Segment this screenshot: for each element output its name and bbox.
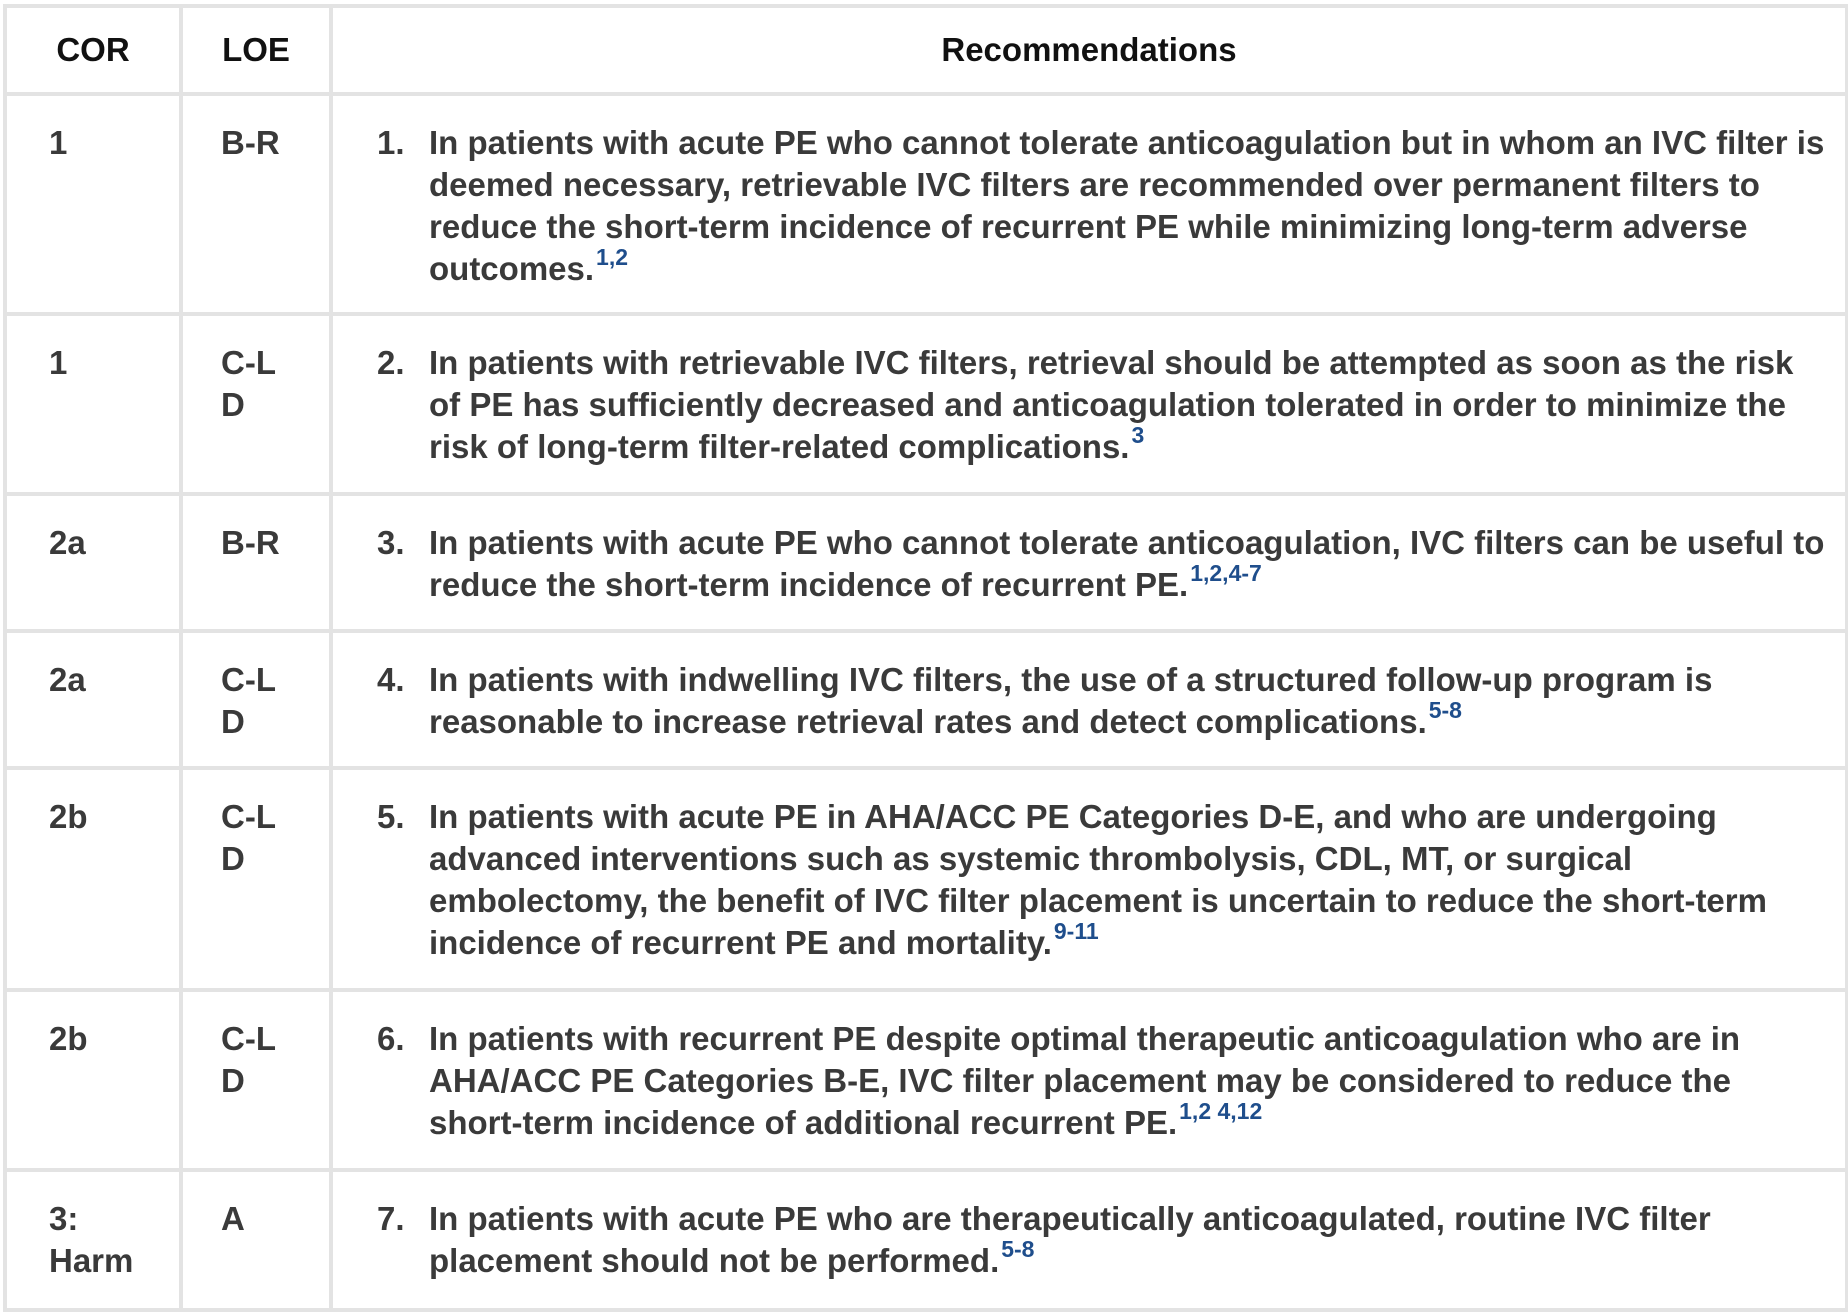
reference-link[interactable]: 5-8 [1001, 1236, 1035, 1263]
recommendation-text: In patients with retrievable IVC filters, retrieval should be attempted as soon as the risk of PE has sufficiently decreased and anticoagulation tolerated in order to minimize the risk of long-term filter-related complications. [429, 344, 1794, 465]
recommendations-table [3, 4, 1848, 1312]
recommendation-text: In patients with indwelling IVC filters, the use of a structured follow-up program is reasonable to increase retrieval rates and detect complications. [429, 661, 1713, 740]
recommendation-text: In patients with acute PE who are therapeutically anticoagulated, routine IVC filter placement should not be performed. [429, 1200, 1711, 1279]
header-recommendations: Recommendations [331, 6, 1847, 94]
recommendation-cell [331, 94, 1847, 314]
loe-cell: C-LD [181, 990, 331, 1170]
recommendation-number: 2. [377, 344, 405, 381]
reference-link[interactable]: 5-8 [1428, 697, 1462, 724]
recommendation-number: 6. [377, 1020, 405, 1057]
table-row [5, 768, 1847, 990]
loe-cell: C-LD [181, 631, 331, 768]
recommendation-cell [331, 1170, 1847, 1310]
recommendation-number: 7. [377, 1200, 405, 1237]
loe-cell: C-LD [181, 314, 331, 494]
recommendation-text: In patients with recurrent PE despite optimal therapeutic anticoagulation who are in AHA/ACC PE Categories B-E, IVC filter placement may be considered to reduce the short-term incidence of additional recurrent PE. [429, 1020, 1741, 1141]
reference-link[interactable]: 3 [1131, 422, 1145, 449]
recommendation-text: In patients with acute PE who cannot tolerate anticoagulation but in whom an IVC filter is deemed necessary, retrievable IVC filters are recommended over permanent filters to reduce the short-term incidence of recurrent PE while minimizing long-term adverse outcomes. [429, 124, 1825, 287]
recommendation-cell [331, 768, 1847, 990]
table-row [5, 631, 1847, 768]
recommendation-number: 3. [377, 524, 405, 561]
reference-link[interactable]: 1,2 4,12 [1179, 1098, 1263, 1125]
loe-cell: A [181, 1170, 331, 1310]
recommendation-cell [331, 990, 1847, 1170]
recommendation-cell [331, 314, 1847, 494]
cor-cell: 2a [5, 494, 181, 631]
reference-link[interactable]: 1,2,4-7 [1190, 560, 1262, 587]
table-row [5, 1170, 1847, 1310]
loe-cell: B-R [181, 494, 331, 631]
cor-cell: 2b [5, 768, 181, 990]
loe-cell: C-LD [181, 768, 331, 990]
table-row [5, 494, 1847, 631]
recommendation-text: In patients with acute PE who cannot tolerate anticoagulation, IVC filters can be useful to reduce the short-term incidence of recurrent PE. [429, 524, 1825, 603]
recommendation-cell [331, 631, 1847, 768]
cor-cell: 2a [5, 631, 181, 768]
header-loe: LOE [181, 6, 331, 94]
table-header-row [5, 6, 1847, 94]
recommendation-number: 4. [377, 661, 405, 698]
recommendation-text: In patients with acute PE in AHA/ACC PE Categories D-E, and who are undergoing advanced interventions such as systemic thrombolysis, CDL, MT, or surgical embolectomy, the benefit of IVC filter placement is uncertain to reduce the short-term incidence of recurrent PE and mortality. [429, 798, 1767, 961]
cor-cell: 2b [5, 990, 181, 1170]
table-row [5, 314, 1847, 494]
table-row [5, 94, 1847, 314]
recommendation-number: 5. [377, 798, 405, 835]
recommendation-number: 1. [377, 124, 405, 161]
cor-cell: 1 [5, 314, 181, 494]
cor-cell: 1 [5, 94, 181, 314]
header-cor: COR [5, 6, 181, 94]
table-row [5, 990, 1847, 1170]
loe-cell: B-R [181, 94, 331, 314]
reference-link[interactable]: 9-11 [1053, 918, 1099, 945]
cor-cell: 3: Harm [5, 1170, 181, 1310]
reference-link[interactable]: 1,2 [596, 244, 629, 271]
recommendation-cell [331, 494, 1847, 631]
